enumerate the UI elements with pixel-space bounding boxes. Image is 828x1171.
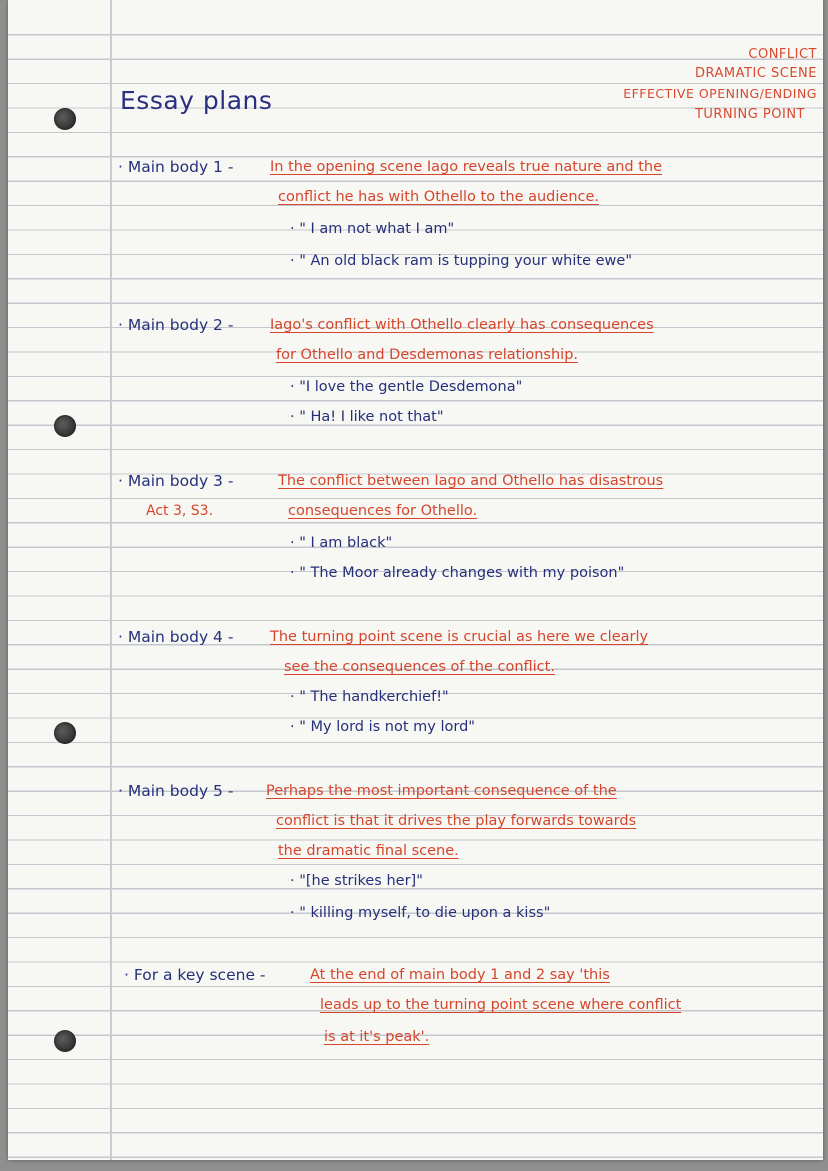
quote: · " An old black ram is tupping your white ewe" [290,253,632,269]
tag-conflict: CONFLICT [748,47,817,62]
section-sub-label: Act 3, S3. [146,503,214,519]
section-text-line: Iago's conflict with Othello clearly has consequences [270,317,654,333]
section-label: · For a key scene - [124,966,266,984]
quote: · " The handkerchief!" [290,689,449,705]
page-title: Essay plans [120,86,273,115]
tag-turning-point: TURNING POINT [694,107,805,122]
section-text-line: The conflict between Iago and Othello has disastrous [278,473,664,489]
quote: · " I am black" [290,535,393,551]
section-text-line: conflict is that it drives the play forwards towards [276,813,637,829]
punch-hole [54,415,76,437]
quote: · " The Moor already changes with my poison" [290,565,625,581]
section-text-line: for Othello and Desdemonas relationship. [276,347,579,363]
section-text-line: see the consequences of the conflict. [284,659,555,675]
section-label: · Main body 2 - [118,316,234,334]
section-text-line: In the opening scene Iago reveals true nature and the [270,159,663,175]
section-label: · Main body 4 - [118,628,234,646]
punch-hole [54,1030,76,1052]
section-text-line: The turning point scene is crucial as here we clearly [270,629,649,645]
section-text-line: Perhaps the most important consequence of the [266,783,617,799]
section-text-line: conflict he has with Othello to the audience. [278,189,600,205]
section-text-line: consequences for Othello. [288,503,478,519]
tag-dramatic-scene: DRAMATIC SCENE [695,66,817,81]
punch-hole [54,722,76,744]
quote: · " killing myself, to die upon a kiss" [290,905,551,921]
section-text-line: At the end of main body 1 and 2 say 'this [310,967,610,983]
punch-hole [54,108,76,130]
margin-line [110,0,112,1160]
tag-effective-opening-ending: EFFECTIVE OPENING/ENDING [623,86,817,101]
quote: · " I am not what I am" [290,221,455,237]
quote: · "I love the gentle Desdemona" [290,379,523,395]
quote: · " Ha! I like not that" [290,409,444,425]
section-label: · Main body 1 - [118,158,234,176]
quote: · " My lord is not my lord" [290,719,475,735]
section-text-line: leads up to the turning point scene where conflict [320,997,682,1013]
notebook-page [8,0,823,1160]
section-text-line: the dramatic final scene. [278,843,459,859]
quote: · "[he strikes her]" [290,873,423,889]
section-label: · Main body 5 - [118,782,234,800]
section-text-line: is at it's peak'. [324,1029,430,1045]
section-label: · Main body 3 - [118,472,234,490]
